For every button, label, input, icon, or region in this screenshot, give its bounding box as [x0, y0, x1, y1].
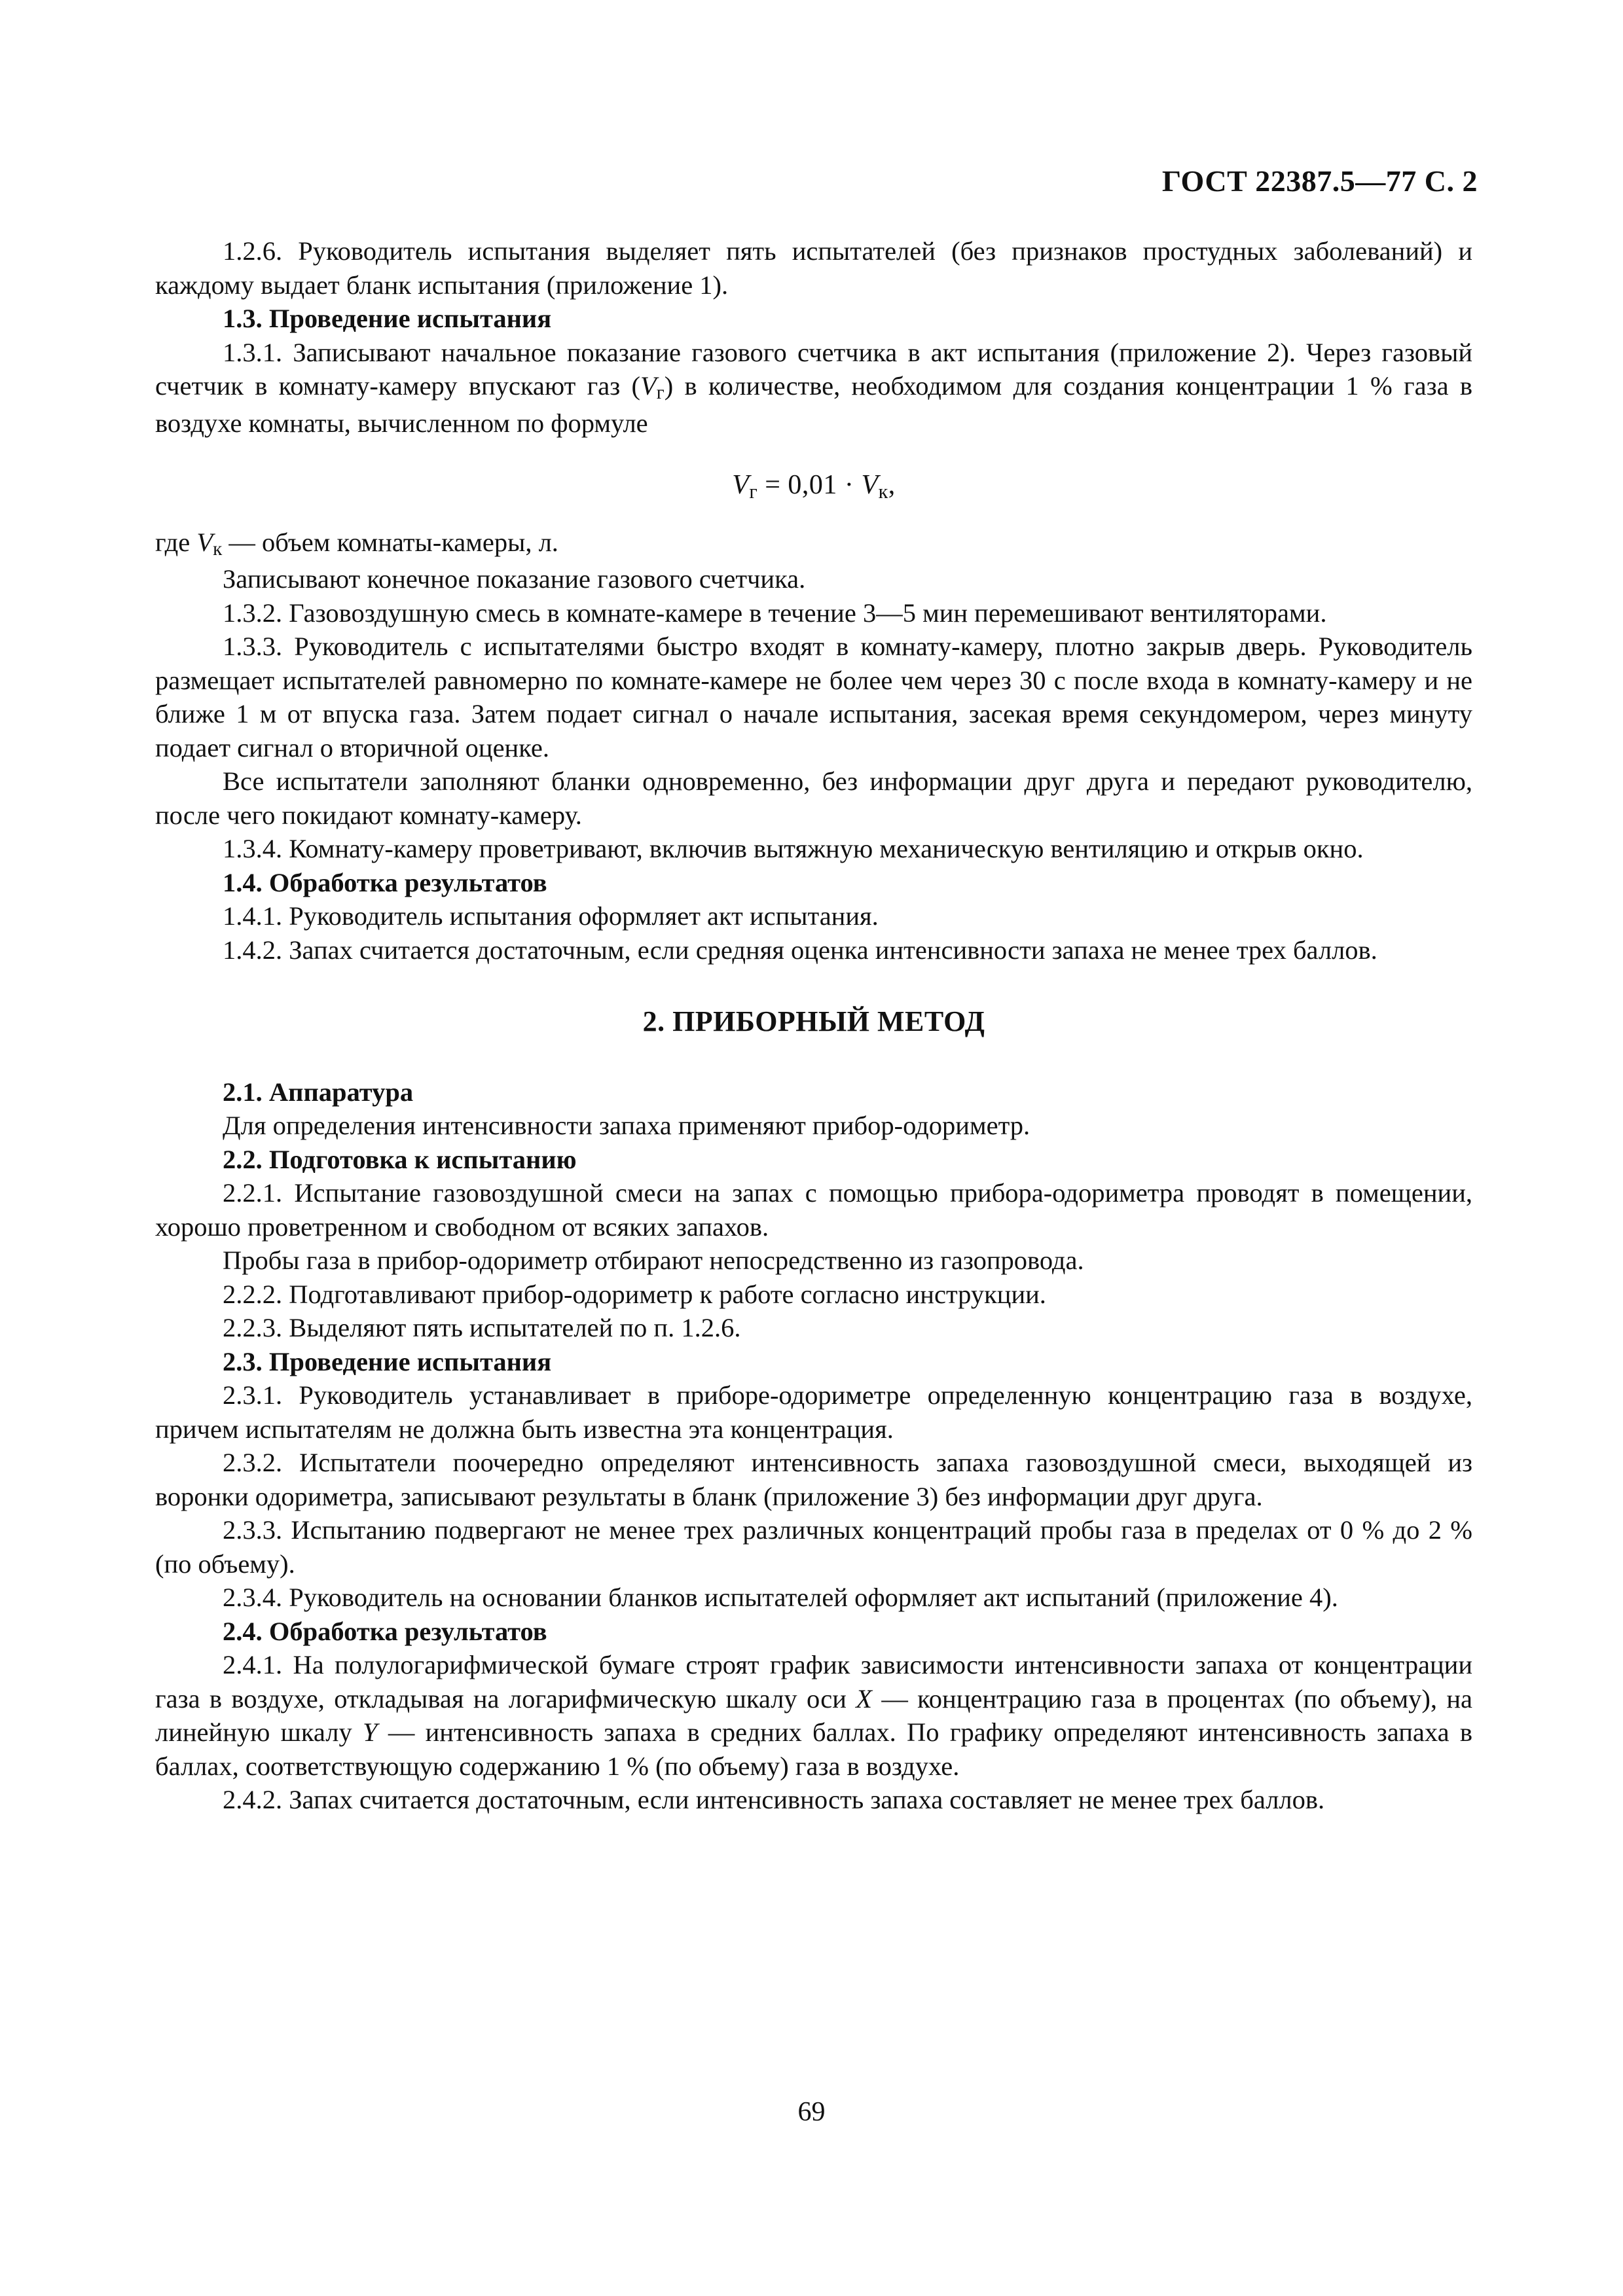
paragraph-2-3-1: 2.3.1. Руководитель устанавливает в приборе-одориметре определенную концентрацию газа в воздухе, причем испытателям не должна быть известна эта концентрация.: [155, 1380, 1472, 1444]
section-2-title: 2. ПРИБОРНЫЙ МЕТОД: [642, 1005, 985, 1037]
page-number: 69: [797, 2097, 826, 2127]
running-header: ГОСТ 22387.5—77 С. 2: [1161, 164, 1478, 198]
formula-explanation: [155, 526, 1472, 563]
formula: [155, 469, 1472, 505]
subheading-1-3: 1.3. Проведение испытания: [223, 304, 552, 333]
formula-explanation-text: — объем комнаты-камеры, л.: [222, 527, 558, 557]
document-body: [155, 234, 1472, 1817]
paragraph-2-3-2: 2.3.2. Испытатели поочередно определяют интенсивность запаха газовоздушной смеси, выходящей из воронки одориметра, записывают результаты в бланк (приложение 3) без информации друг друга.: [155, 1448, 1472, 1511]
paragraph-1-4-1: 1.4.1. Руководитель испытания оформляет акт испытания.: [223, 901, 879, 931]
formula-explanation-prefix: где: [155, 527, 197, 557]
paragraph-2-2-1-continuation: Пробы газа в прибор-одориметр отбирают непосредственно из газопровода.: [223, 1246, 1084, 1275]
paragraph-2-1: Для определения интенсивности запаха применяют прибор-одориметр.: [223, 1111, 1030, 1140]
subheading-2-3: 2.3. Проведение испытания: [223, 1346, 552, 1376]
paragraph-1-2-6: 1.2.6. Руководитель испытания выделяет пять испытателей (без признаков простудных заболеваний) и каждому выдает бланк испытания (приложение 1).: [155, 236, 1472, 300]
explanation-subscript: к: [213, 538, 223, 560]
paragraph-2-4-1-text-b: — концентрацию газа в процентах (по объему), на линейную шкалу: [155, 1683, 1472, 1747]
formula-end: ,: [888, 470, 896, 500]
paragraph-1-4-2: 1.4.2. Запах считается достаточным, если средняя оценка интенсивности запаха не менее трех баллов.: [223, 935, 1377, 965]
paragraph-2-4-1-text-a: 2.4.1. На полулогарифмической бумаге строят график зависимости интенсивности запаха от концентрации газа в воздухе, откладывая на логарифмическую шкалу оси: [155, 1650, 1472, 1713]
paragraph-1-3-1-text-b: ) в количестве, необходимом для создания концентрации 1 % газа в воздухе комнаты, вычисленном по формуле: [155, 371, 1472, 438]
paragraph-1-3-1-final-reading: Записывают конечное показание газового счетчика.: [223, 564, 806, 594]
paragraph-1-3-1: [155, 336, 1472, 440]
axis-y-variable: Y: [363, 1717, 378, 1747]
paragraph-2-4-1: [155, 1648, 1472, 1783]
paragraph-2-4-2: 2.4.2. Запах считается достаточным, если интенсивность запаха составляет не менее трех баллов.: [223, 1785, 1325, 1814]
subscript-g: г: [656, 382, 665, 404]
paragraph-1-3-3: 1.3.3. Руководитель с испытателями быстро входят в комнату-камеру, плотно закрыв дверь. Руководитель размещает испытателей равномерно по комнате-камере не более чем через 30 с после входа в комнату-камеру и не ближе 1 м от впуска газа. Затем подает сигнал о начале испытания, засекая время секундомером, через минуту подает сигнал о вторичной оценке.: [155, 632, 1472, 762]
paragraph-1-3-4: 1.3.4. Комнату-камеру проветривают, включив вытяжную механическую вентиляцию и открыв окно.: [223, 834, 1364, 863]
paragraph-2-3-4: 2.3.4. Руководитель на основании бланков испытателей оформляет акт испытаний (приложение 4).: [223, 1583, 1338, 1612]
formula-rhs-variable: V: [861, 470, 879, 500]
subheading-1-4: 1.4. Обработка результатов: [223, 867, 547, 897]
explanation-variable: V: [196, 527, 213, 557]
paragraph-1-3-2: 1.3.2. Газовоздушную смесь в комнате-камере в течение 3—5 мин перемешивают вентиляторами.: [223, 598, 1327, 628]
formula-lhs-subscript: г: [749, 480, 758, 503]
paragraph-2-2-3: 2.2.3. Выделяют пять испытателей по п. 1.2.6.: [223, 1313, 741, 1342]
variable-v: V: [640, 371, 657, 401]
paragraph-1-3-3-continuation: Все испытатели заполняют бланки одновременно, без информации друг друга и передают руководителю, после чего покидают комнату-камеру.: [155, 766, 1472, 830]
formula-middle: = 0,01 ·: [757, 470, 862, 500]
subheading-2-1: 2.1. Аппаратура: [223, 1077, 414, 1107]
subheading-2-2: 2.2. Подготовка к испытанию: [223, 1144, 577, 1174]
subheading-2-4: 2.4. Обработка результатов: [223, 1616, 547, 1646]
formula-rhs-subscript: к: [878, 480, 888, 503]
paragraph-2-2-1: 2.2.1. Испытание газовоздушной смеси на запах с помощью прибора-одориметра проводят в помещении, хорошо проветренном и свободном от всяких запахов.: [155, 1178, 1472, 1242]
paragraph-2-4-1-text-c: — интенсивность запаха в средних баллах. По графику определяют интенсивность запаха в баллах, соответствующую содержанию 1 % (по объему) газа в воздухе.: [155, 1717, 1472, 1781]
paragraph-1-3-1-text-a: 1.3.1. Записывают начальное показание газового счетчика в акт испытания (приложение 2). Через газовый счетчик в комнату-камеру впускают газ (: [155, 337, 1472, 401]
axis-x-variable: X: [856, 1683, 873, 1713]
paragraph-2-2-2: 2.2.2. Подготавливают прибор-одориметр к работе согласно инструкции.: [223, 1279, 1046, 1309]
formula-lhs-variable: V: [732, 470, 750, 500]
paragraph-2-3-3: 2.3.3. Испытанию подвергают не менее трех различных концентраций пробы газа в пределах от 0 % до 2 % (по объему).: [155, 1515, 1472, 1579]
